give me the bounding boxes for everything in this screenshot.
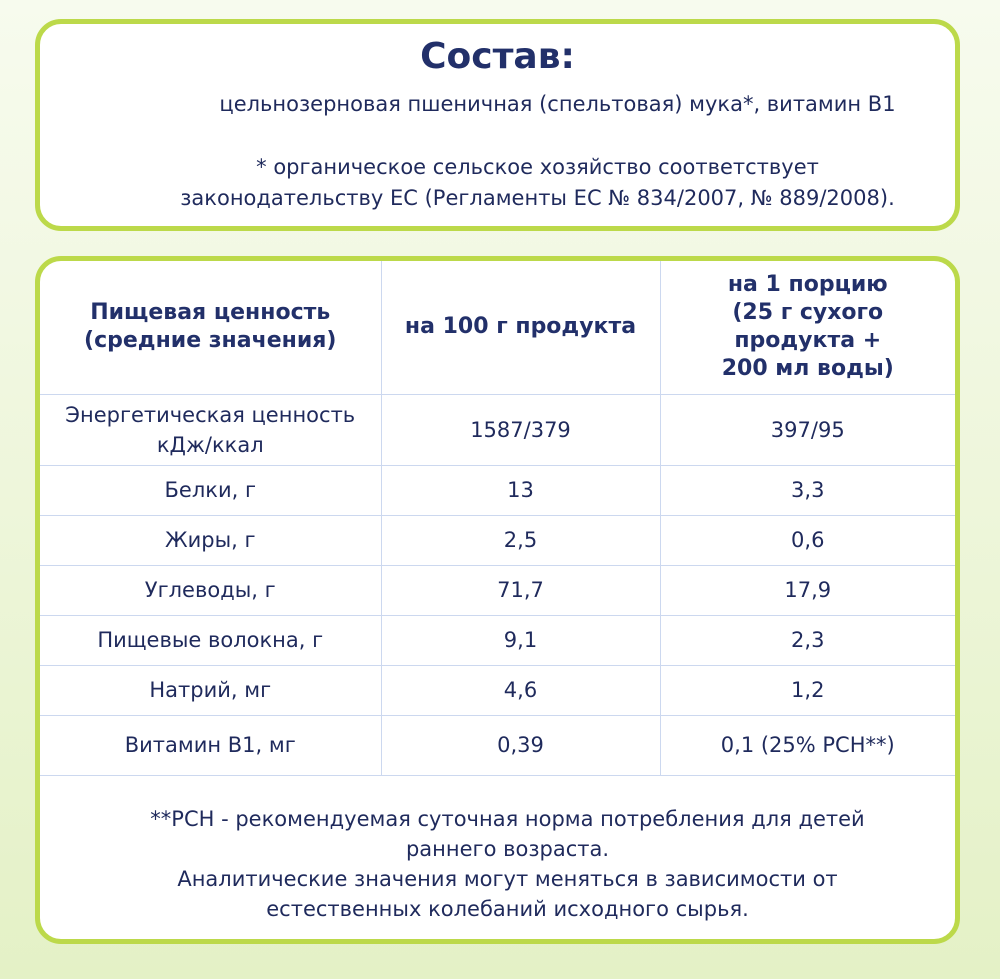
row-label: Энергетическая ценность кДж/ккал <box>40 394 381 465</box>
table-row <box>40 515 955 565</box>
row-label: Жиры, г <box>40 515 381 565</box>
table-header-row <box>40 261 955 394</box>
value-per-portion: 1,2 <box>660 665 955 715</box>
composition-ingredients: цельнозерновая пшеничная (спельтовая) мука*, витамин B1 <box>219 92 896 116</box>
value-per-portion: 397/95 <box>660 394 955 465</box>
value-per-100g: 1587/379 <box>381 394 660 465</box>
organic-note-line: законодательству ЕС (Регламенты ЕС № 834/2007, № 889/2008). <box>180 186 895 210</box>
value-per-portion: 0,6 <box>660 515 955 565</box>
composition-title: Состав: <box>420 36 575 77</box>
organic-note-line: * органическое сельское хозяйство соответствует <box>256 155 819 179</box>
table-row <box>40 394 955 465</box>
table-row <box>40 715 955 775</box>
value-per-portion: 0,1 (25% РСН**) <box>660 715 955 775</box>
table-row <box>40 465 955 515</box>
value-per-portion: 17,9 <box>660 565 955 615</box>
value-per-100g: 4,6 <box>381 665 660 715</box>
table-row <box>40 565 955 615</box>
header-nutritional-value: Пищевая ценность (средние значения) <box>40 261 381 394</box>
header-per-100g: на 100 г продукта <box>381 261 660 394</box>
value-per-100g: 2,5 <box>381 515 660 565</box>
value-per-100g: 71,7 <box>381 565 660 615</box>
row-label: Углеводы, г <box>40 565 381 615</box>
footnote-line: Аналитические значения могут меняться в зависимости от <box>177 867 838 891</box>
table-row <box>40 665 955 715</box>
row-label: Белки, г <box>40 465 381 515</box>
value-per-portion: 3,3 <box>660 465 955 515</box>
footnote-line: раннего возраста. <box>405 837 610 861</box>
organic-note <box>40 152 955 214</box>
row-label: Витамин B1, мг <box>40 715 381 775</box>
header-per-portion: на 1 порцию (25 г сухого продукта + 200 мл воды) <box>660 261 955 394</box>
footnote <box>40 804 955 924</box>
value-per-100g: 13 <box>381 465 660 515</box>
value-per-100g: 9,1 <box>381 615 660 665</box>
nutrition-panel <box>35 256 960 944</box>
row-label: Натрий, мг <box>40 665 381 715</box>
composition-panel <box>35 19 960 231</box>
value-per-100g: 0,39 <box>381 715 660 775</box>
nutrition-table <box>40 261 955 776</box>
value-per-portion: 2,3 <box>660 615 955 665</box>
footnote-line: **РСН - рекомендуемая суточная норма потребления для детей <box>150 807 865 831</box>
table-row <box>40 615 955 665</box>
footnote-line: естественных колебаний исходного сырья. <box>266 897 749 921</box>
row-label: Пищевые волокна, г <box>40 615 381 665</box>
